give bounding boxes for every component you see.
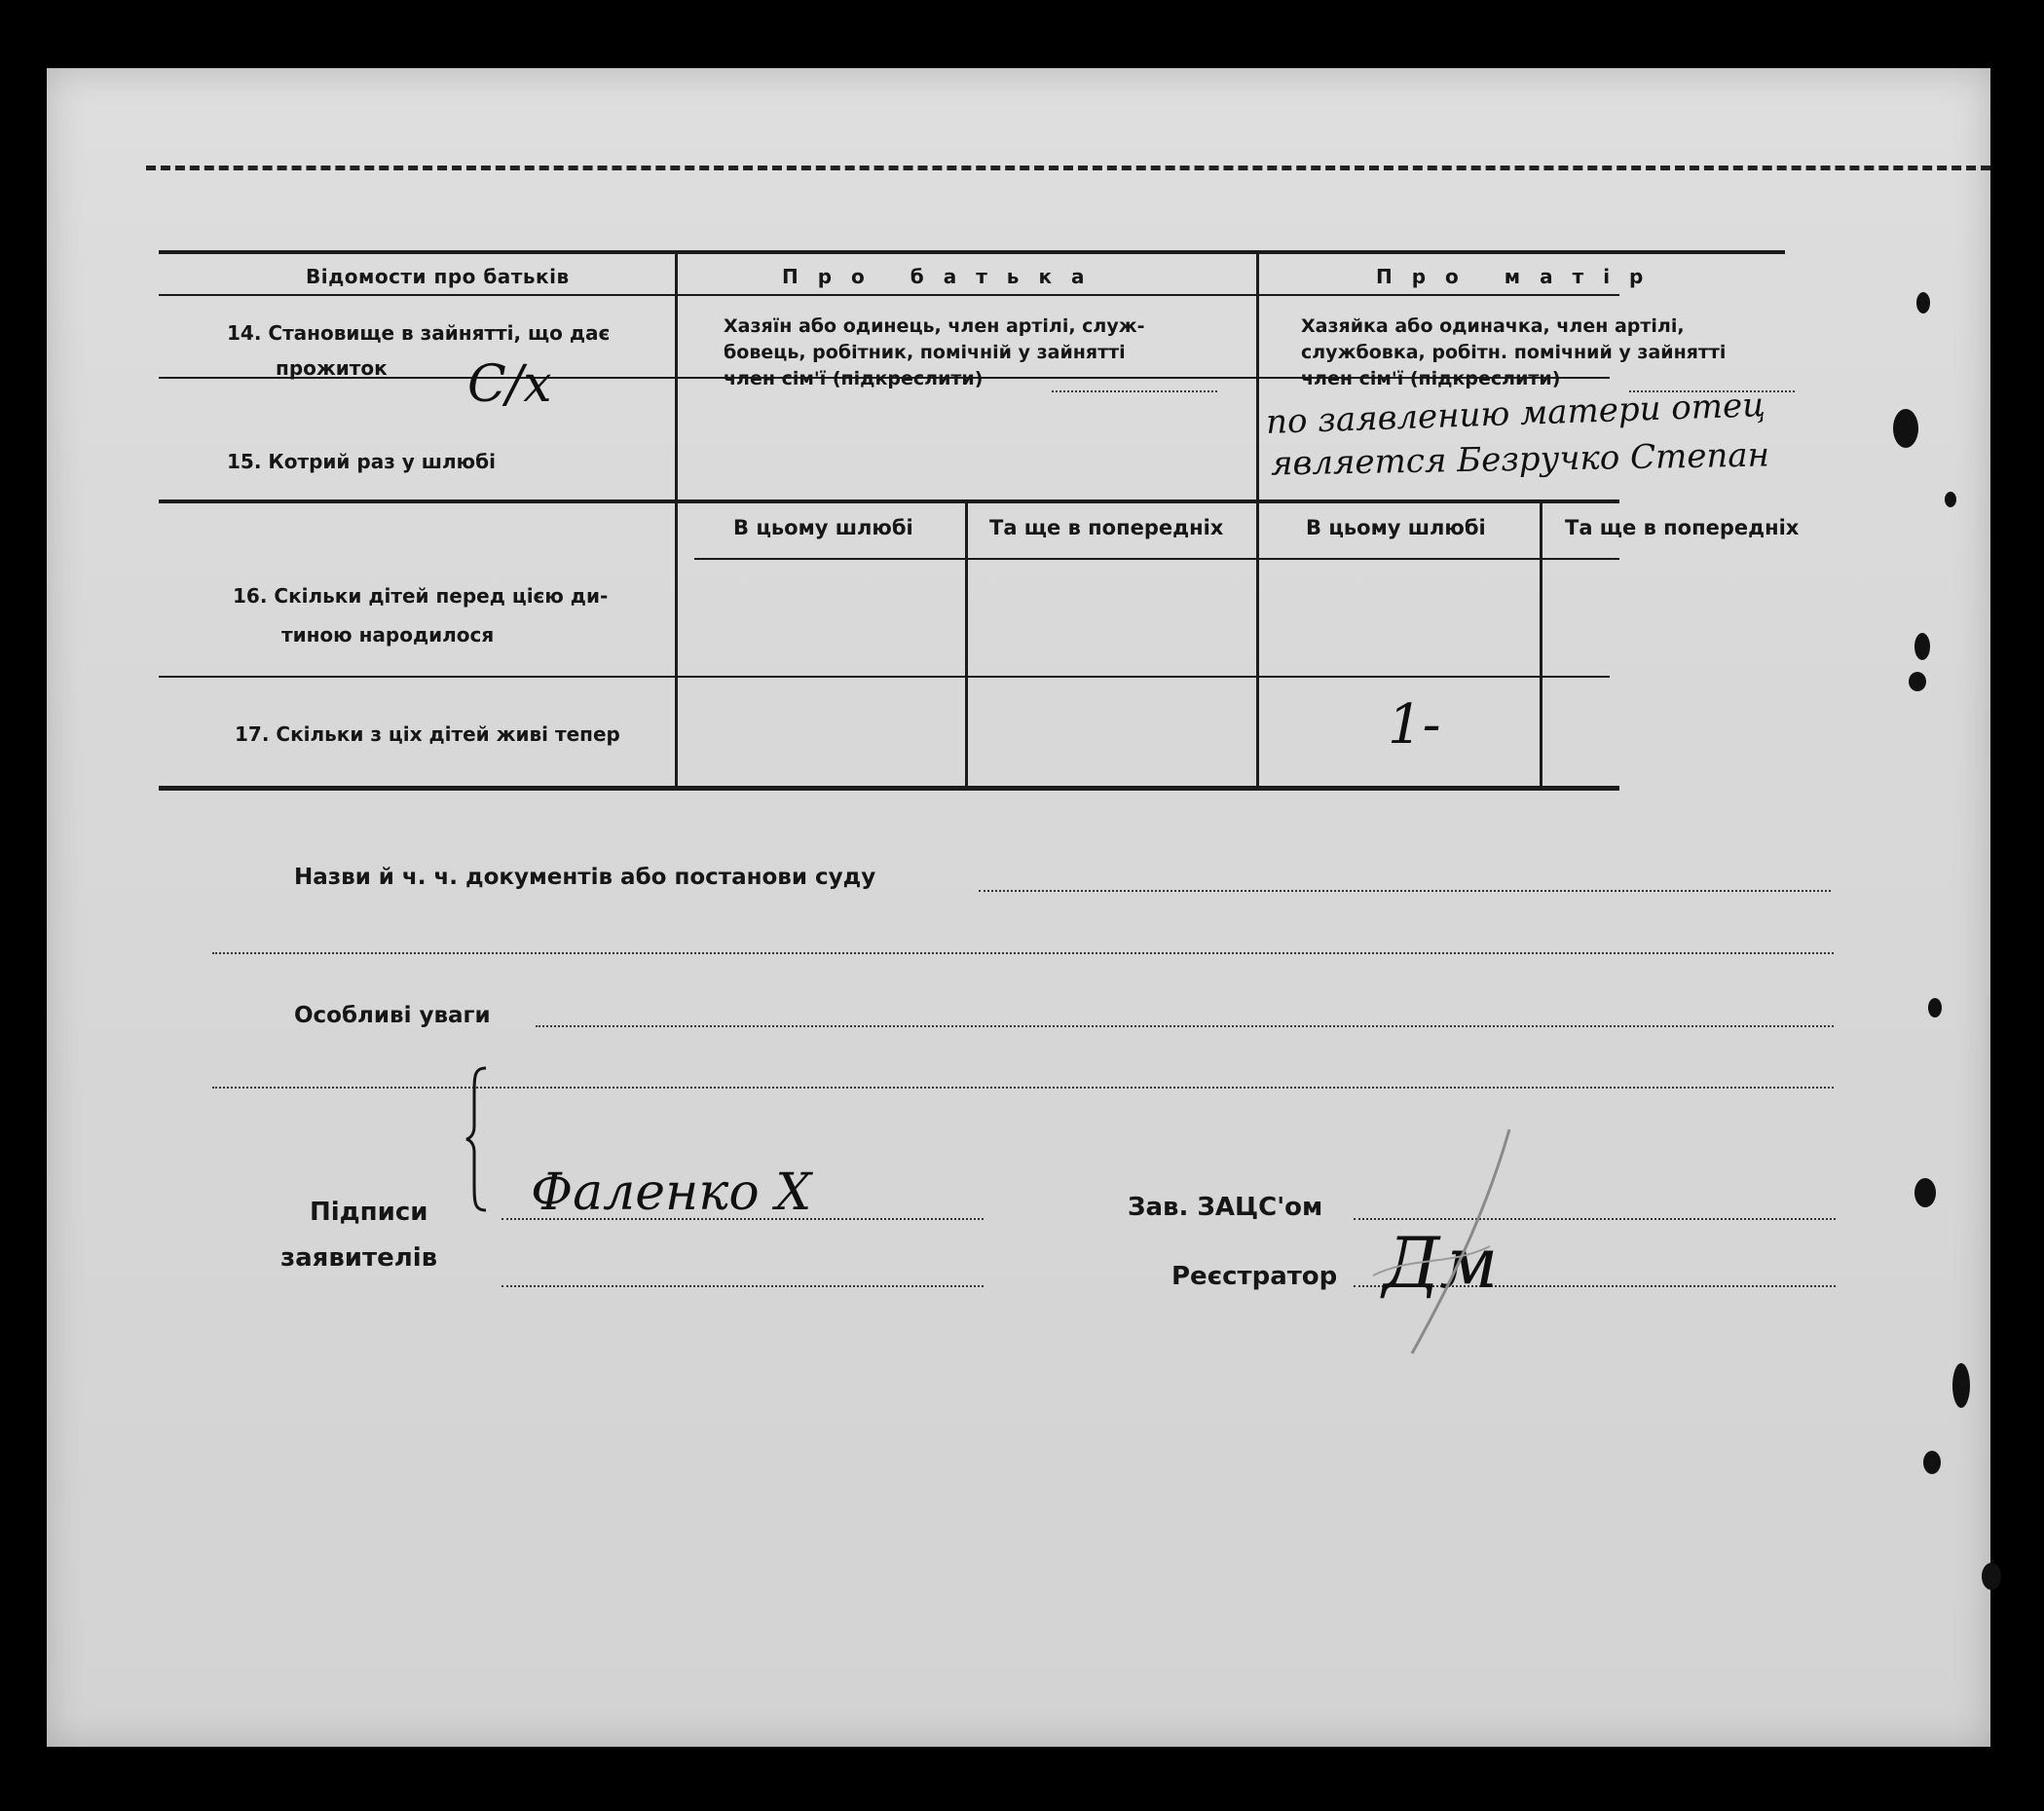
handwritten-children-alive: 1- <box>1388 693 1441 757</box>
header-mother: Про матір <box>1376 265 1663 288</box>
documents-fill-line <box>979 890 1831 892</box>
faint-pencil-mark <box>1354 1120 1568 1373</box>
documents-label: Назви й ч. ч. документів або постанови суду <box>294 865 876 890</box>
row14-mother-line3: член сім'ї (підкреслити) <box>1301 368 1561 389</box>
father-fill-line <box>1052 390 1217 392</box>
row14-mother-line2: службовка, робітн. помічний у зайнятті <box>1301 342 1727 363</box>
edge-stain <box>1916 292 1930 314</box>
row16-label-line2: тиною народилося <box>281 623 495 647</box>
header-father: Про батька <box>782 265 1104 288</box>
perforation-line <box>146 166 1990 170</box>
edge-stain <box>1923 1451 1941 1474</box>
row14-mother-line1: Хазяйка або одиначка, член артілі, <box>1301 315 1685 337</box>
remarks-label: Особливі уваги <box>294 1003 491 1028</box>
edge-stain <box>1914 1178 1936 1207</box>
edge-stain <box>1928 998 1942 1017</box>
row15-label: 15. Котрий раз у шлюбі <box>227 450 496 473</box>
header-rule <box>159 294 1619 296</box>
table-bottom-rule <box>159 786 1619 791</box>
subhead-father-this: В цьому шлюбі <box>733 516 913 539</box>
subhead-rule <box>694 558 1619 560</box>
edge-stain <box>1914 633 1930 660</box>
col1-divider <box>675 250 678 788</box>
handwritten-registrar-signature: Дм <box>1383 1222 1499 1304</box>
edge-stain <box>1909 672 1926 691</box>
row15-rule <box>159 499 1619 503</box>
table-top-rule <box>159 250 1785 254</box>
edge-stain <box>1952 1363 1970 1408</box>
handwritten-occupation-mark: С/х <box>467 355 552 414</box>
edge-stain <box>1982 1563 2001 1590</box>
handwritten-applicant-signature: Фаленко Х <box>531 1164 812 1222</box>
header-col1: Відомости про батьків <box>306 265 570 288</box>
remarks-fill-line <box>536 1025 1834 1027</box>
subhead-mother-prev: Та ще в попередніх <box>1565 516 1800 539</box>
signatures-label-line1: Підписи <box>310 1198 428 1227</box>
registrar-label: Реєстратор <box>1171 1262 1338 1291</box>
edge-stain <box>1893 409 1918 448</box>
subhead-father-prev: Та ще в попередніх <box>989 516 1224 539</box>
handwritten-note-line2: является Безручко Степан <box>1270 435 1770 484</box>
signatures-label-line2: заявителів <box>280 1243 438 1273</box>
father-subcol-divider <box>965 503 968 788</box>
row14-label-line2: прожиток <box>276 356 388 380</box>
head-label: Зав. ЗАЦС'ом <box>1128 1193 1323 1222</box>
row14-father-line3: член сім'ї (підкреслити) <box>724 368 984 389</box>
remarks-fill-line-2 <box>212 1087 1834 1089</box>
applicant-sign-line-2 <box>502 1285 984 1287</box>
row16-rule <box>159 676 1610 678</box>
father-mother-divider <box>1256 250 1259 788</box>
row14-father-line2: бовець, робітник, помічній у зайнятті <box>724 342 1126 363</box>
edge-stain <box>1945 492 1956 507</box>
row14-father-line1: Хазяїн або одинець, член артілі, служ- <box>724 315 1145 337</box>
subhead-mother-this: В цьому шлюбі <box>1306 516 1486 539</box>
row17-label: 17. Скільки з ціх дітей живі тепер <box>235 722 620 746</box>
applicant-sign-line-1 <box>502 1218 984 1220</box>
mother-subcol-divider <box>1540 503 1542 788</box>
brace-bracket <box>465 1066 490 1212</box>
row16-label-line1: 16. Скільки дітей перед цією ди- <box>233 584 609 608</box>
row14-label-line1: 14. Становище в зайнятті, що дає <box>227 321 611 345</box>
handwritten-note-line1: по заявлению матери отец <box>1265 386 1766 442</box>
documents-fill-line-2 <box>212 952 1834 954</box>
